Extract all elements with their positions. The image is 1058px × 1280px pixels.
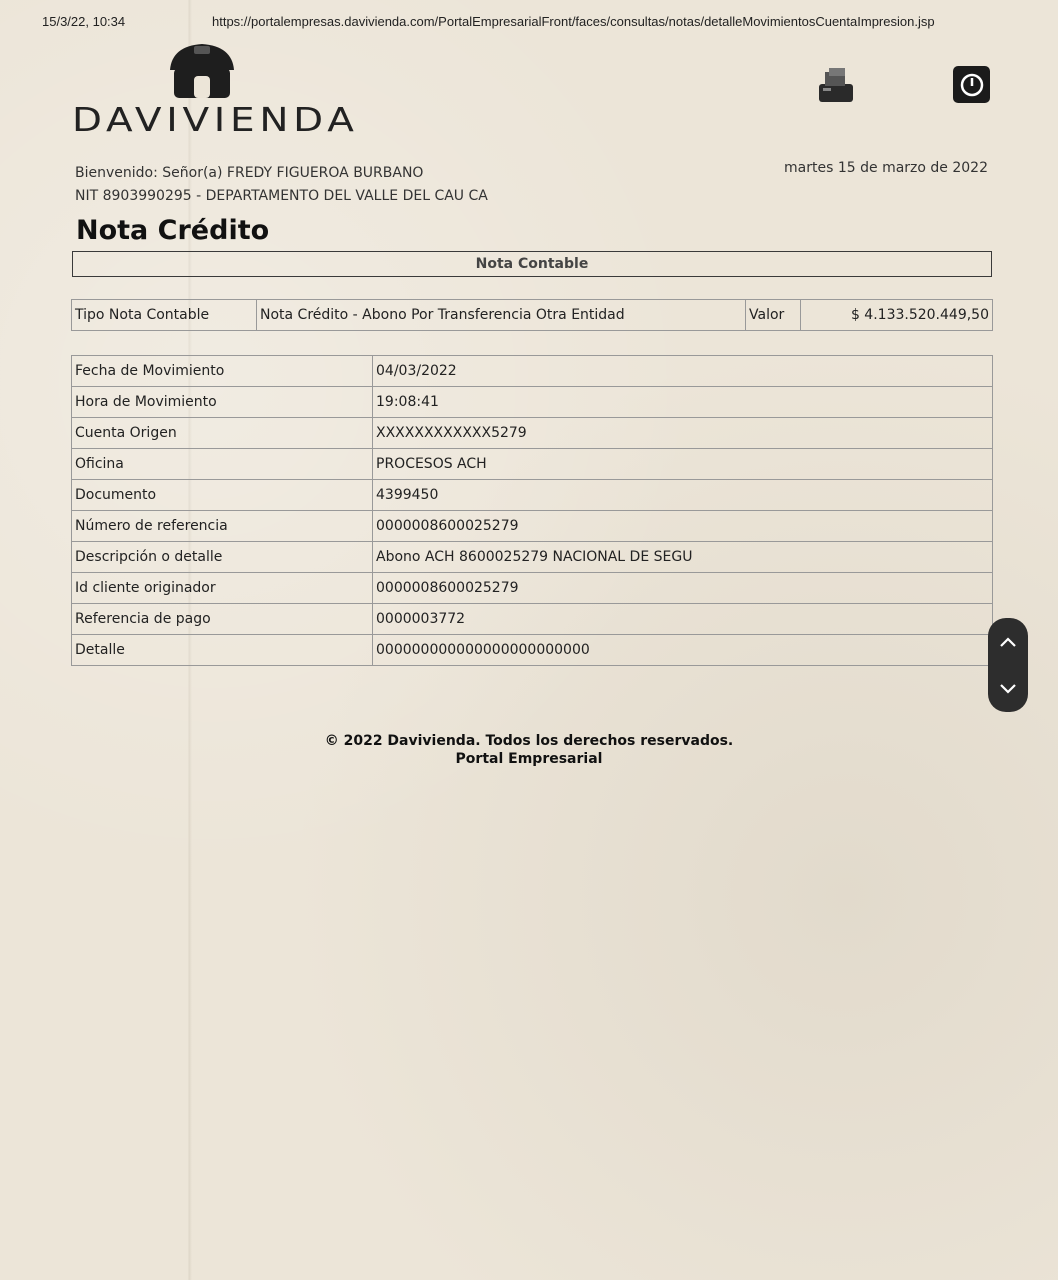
footer bbox=[0, 732, 1058, 768]
movement-detail-table bbox=[71, 355, 993, 666]
table-row bbox=[72, 418, 993, 449]
davivienda-logo[interactable] bbox=[72, 40, 359, 140]
fax-printer-icon[interactable] bbox=[815, 66, 857, 106]
table-row bbox=[72, 604, 993, 635]
table-row bbox=[72, 387, 993, 418]
row-label: Cuenta Origen bbox=[72, 418, 373, 449]
portal-name: Portal Empresarial bbox=[455, 751, 603, 767]
house-logo-icon bbox=[164, 40, 240, 102]
row-value: 04/03/2022 bbox=[373, 356, 993, 387]
row-label: Detalle bbox=[72, 635, 373, 666]
valor-label: Valor bbox=[746, 300, 801, 331]
current-date: martes 15 de marzo de 2022 bbox=[784, 160, 988, 176]
copyright: © 2022 Davivienda. Todos los derechos reservados. bbox=[324, 733, 734, 749]
welcome-nit: NIT 8903990295 - DEPARTAMENTO DEL VALLE DEL CAU CA bbox=[75, 188, 488, 204]
print-timestamp: 15/3/22, 10:34 bbox=[42, 14, 126, 29]
tipo-label: Tipo Nota Contable bbox=[72, 300, 257, 331]
table-row bbox=[72, 356, 993, 387]
table-row bbox=[72, 449, 993, 480]
row-value: XXXXXXXXXXXX5279 bbox=[373, 418, 993, 449]
row-value: 19:08:41 bbox=[373, 387, 993, 418]
table-row bbox=[72, 542, 993, 573]
table-row bbox=[72, 635, 993, 666]
row-label: Hora de Movimiento bbox=[72, 387, 373, 418]
row-label: Descripción o detalle bbox=[72, 542, 373, 573]
row-value: 0000008600025279 bbox=[373, 573, 993, 604]
row-label: Id cliente originador bbox=[72, 573, 373, 604]
row-label: Referencia de pago bbox=[72, 604, 373, 635]
brand-wordmark: DAVIVIENDA bbox=[72, 100, 359, 139]
page-title: Nota Crédito bbox=[76, 215, 270, 246]
chevron-up-icon[interactable] bbox=[999, 636, 1017, 648]
row-label: Fecha de Movimiento bbox=[72, 356, 373, 387]
table-row bbox=[72, 480, 993, 511]
welcome-block bbox=[75, 162, 488, 208]
row-value: PROCESOS ACH bbox=[373, 449, 993, 480]
row-value: 0000008600025279 bbox=[373, 511, 993, 542]
section-title: Nota Contable bbox=[72, 251, 992, 277]
scroll-widget[interactable] bbox=[988, 618, 1028, 712]
row-label: Documento bbox=[72, 480, 373, 511]
row-label: Número de referencia bbox=[72, 511, 373, 542]
valor-amount: $ 4.133.520.449,50 bbox=[801, 300, 993, 331]
row-value: 0000003772 bbox=[373, 604, 993, 635]
tipo-value: Nota Crédito - Abono Por Transferencia Otra Entidad bbox=[257, 300, 746, 331]
row-value: 000000000000000000000000 bbox=[373, 635, 993, 666]
row-label: Oficina bbox=[72, 449, 373, 480]
table-row bbox=[72, 573, 993, 604]
row-value: 4399450 bbox=[373, 480, 993, 511]
row-value: Abono ACH 8600025279 NACIONAL DE SEGU bbox=[373, 542, 993, 573]
print-url: https://portalempresas.davivienda.com/PortalEmpresarialFront/faces/consultas/notas/detalleMovimientosCuentaImpresion.jsp bbox=[212, 14, 935, 29]
power-icon[interactable] bbox=[953, 66, 990, 103]
chevron-down-icon[interactable] bbox=[999, 683, 1017, 695]
welcome-user: Bienvenido: Señor(a) FREDY FIGUEROA BURBANO bbox=[75, 165, 424, 181]
table-row bbox=[72, 511, 993, 542]
tipo-nota-table bbox=[71, 299, 993, 331]
